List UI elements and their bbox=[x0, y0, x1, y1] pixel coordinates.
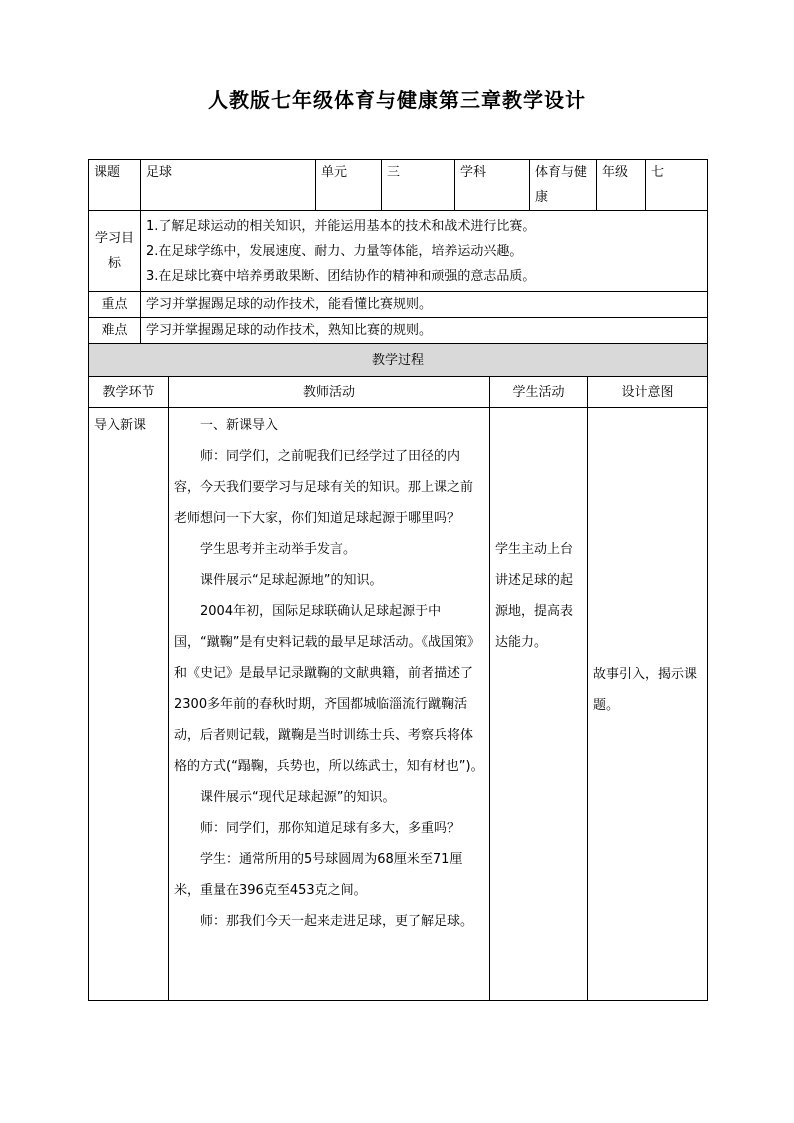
column-header: 教学环节 bbox=[89, 377, 169, 408]
stage-name bbox=[89, 408, 169, 1001]
teacher-paragraph: 师：那我们今天一起来走进足球，更了解足球。 bbox=[200, 914, 474, 929]
student-activity-text: 学生主动上台讲述足球的起源地，提高表达能力。 bbox=[495, 542, 574, 650]
column-header: 教师活动 bbox=[169, 377, 490, 408]
unit-value: 三 bbox=[382, 160, 455, 211]
topic-label: 课题 bbox=[89, 160, 141, 211]
stage-name-text: 导入新课 bbox=[94, 418, 147, 433]
column-header: 学生活动 bbox=[490, 377, 588, 408]
teacher-paragraph: 学生思考并主动举手发言。 bbox=[200, 542, 357, 557]
process-table bbox=[88, 376, 708, 1001]
teacher-paragraph: 2004年初，国际足球联确认足球起源于中国，“蹴鞠”是有史料记载的最早足球活动。《战国策》和《史记》是最早记录蹴鞠的文献典籍，前者描述了2300多年前的春秋时期，齐国都城临淄流行蹴鞠活动，后者则记载，蹴鞠是当时训练士兵、考察兵将体格的方式(“蹋鞠，兵势也，所以练武士，知有材也”)。 bbox=[174, 604, 484, 774]
process-title-row bbox=[89, 344, 708, 377]
key-point-row bbox=[89, 292, 708, 318]
difficulty-label: 难点 bbox=[89, 318, 141, 344]
objectives-content bbox=[141, 211, 708, 292]
topic-value: 足球 bbox=[141, 160, 316, 211]
info-row bbox=[89, 160, 708, 211]
process-title: 教学过程 bbox=[89, 344, 708, 377]
teacher-paragraph: 学生：通常所用的5号球圆周为68厘米至71厘米，重量在396克至453克之间。 bbox=[174, 852, 463, 898]
lesson-plan-table bbox=[88, 159, 708, 377]
subject-value: 体育与健康 bbox=[530, 160, 597, 211]
grade-value: 七 bbox=[646, 160, 708, 211]
unit-label: 单元 bbox=[316, 160, 382, 211]
objective-item: 2.在足球学练中，发展速度、耐力、力量等体能，培养运动兴趣。 bbox=[146, 243, 523, 259]
student-activity bbox=[490, 408, 588, 1001]
difficulty-value: 学习并掌握踢足球的动作技术，熟知比赛的规则。 bbox=[141, 318, 708, 344]
key-point-label: 重点 bbox=[89, 292, 141, 318]
process-header-row bbox=[89, 377, 708, 408]
teacher-paragraph: 师：同学们，那你知道足球有多大，多重吗？ bbox=[200, 821, 461, 836]
difficulty-row bbox=[89, 318, 708, 344]
objectives-row bbox=[89, 211, 708, 292]
teacher-activity bbox=[169, 408, 490, 1001]
process-stage-row bbox=[89, 408, 708, 1001]
subject-label: 学科 bbox=[455, 160, 530, 211]
design-intent bbox=[588, 408, 708, 1001]
column-header: 设计意图 bbox=[588, 377, 708, 408]
design-intent-text: 故事引入，揭示课题。 bbox=[593, 667, 698, 713]
objectives-label: 学习目标 bbox=[89, 211, 141, 292]
objective-item: 3.在足球比赛中培养勇敢果断、团结协作的精神和顽强的意志品质。 bbox=[146, 268, 536, 284]
teacher-paragraph: 课件展示“现代足球起源”的知识。 bbox=[200, 790, 396, 805]
teacher-paragraph: 一、新课导入 bbox=[200, 418, 279, 433]
teacher-paragraph: 课件展示“足球起源地”的知识。 bbox=[200, 573, 383, 588]
teacher-paragraph: 师：同学们，之前呢我们已经学过了田径的内容，今天我们要学习与足球有关的知识。那上课之前老师想问一下大家，你们知道足球起源于哪里吗？ bbox=[174, 449, 474, 526]
key-point-value: 学习并掌握踢足球的动作技术，能看懂比赛规则。 bbox=[141, 292, 708, 318]
document-title: 人教版七年级体育与健康第三章教学设计 bbox=[208, 88, 586, 112]
grade-label: 年级 bbox=[597, 160, 646, 211]
objective-item: 1.了解足球运动的相关知识，并能运用基本的技术和战术进行比赛。 bbox=[146, 218, 536, 234]
